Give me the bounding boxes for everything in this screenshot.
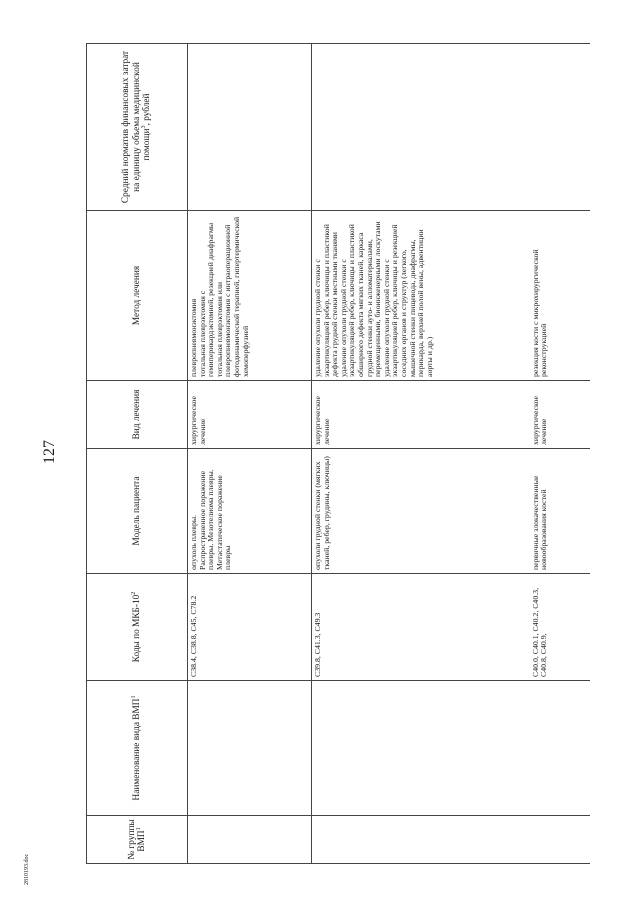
cell-avg-cost [188, 44, 312, 211]
header-group-no: № группы ВМП$^1$ [87, 816, 188, 864]
cell-vmp-name [530, 681, 590, 816]
header-patient-model: Модель пациента [87, 449, 188, 574]
cell-group-no [312, 816, 530, 864]
table-row [530, 44, 590, 864]
header-treatment-method: Метод лечения [87, 211, 188, 381]
cell-group-no [530, 816, 590, 864]
treatment-table [86, 43, 590, 864]
treatment-table-rotated [86, 44, 598, 864]
table-row [188, 44, 312, 864]
cell-methods [188, 211, 312, 381]
cell-type: хирургическое лечение [312, 381, 530, 449]
cell-vmp-name [312, 681, 530, 816]
cell-type: хирургическое лечение [530, 381, 590, 449]
cell-avg-cost [530, 44, 590, 211]
method-item: тотальная плеврэктомия с гемиперикардэктомией, резекцией диафрагмы [197, 222, 216, 377]
cell-model: опухоль плевры. Распространенное поражение плевры. Мезотелиома плевры. Метастатическое поражение плевры [188, 449, 312, 574]
method-item: удаление опухоли грудной стенки с экзартикуляцией ребер, ключицы и пластикой обширного дефекта мягких тканей, каркаса грудной стенки ауто- и алломатериалами, перемещенными, биоинженерными лоскутами [338, 221, 383, 377]
method-item: удаление опухоли грудной стенки с экзартикуляцией ребер, ключицы и пластикой дефекта грудной стенки местными тканями [313, 224, 340, 377]
cell-model: первичные злокачественные новообразования костей [530, 449, 590, 574]
cell-avg-cost [312, 44, 530, 211]
header-vmp-name: Наименование вида ВМП$^1$ [87, 681, 188, 816]
method-item: резекция кости с микрохирургической реконструкцией [530, 249, 549, 377]
cell-type: хирургическое лечение [188, 381, 312, 449]
cell-methods [312, 211, 530, 381]
method-item: удаление опухоли грудной стенки с экзартикуляцией ребер, ключицы и резекцией соседних органов и структур (легкого, мышечной стенки пищевода, диафрагмы, перикарда, верхней полой вены, адвентиции аорты и др.) [381, 224, 434, 377]
footer-filename: 2810193.doc [24, 853, 30, 885]
header-icd-codes: Коды по МКБ-$10^2$ [87, 574, 188, 681]
cell-icd: C38.4, C38.8, C45, C78.2 [188, 574, 312, 681]
header-avg-cost: Средний норматив финансовых затрат на единицу объема медицинской помощи$^3$, рублей [87, 44, 188, 211]
cell-icd: C39.8, C41.3, C49.3 [312, 574, 530, 681]
table-row [312, 44, 530, 864]
method-item: плевропневмонэктомия [189, 298, 198, 377]
method-item: тотальная плеврэктомия или плевропневмонэктомия с интраоперационной фотодинамической терапией, гипертермической хемоперфузией [214, 216, 250, 377]
cell-model: опухоли грудной стенки (мягких тканей, ребер, грудины, ключицы) [312, 449, 530, 574]
page-number: 127 [41, 440, 58, 464]
header-treatment-type: Вид лечения [87, 381, 188, 449]
cell-icd: C40.0, C40.1, C40.2, C40.3, C40.8, C40.9, [530, 574, 590, 681]
cell-methods [530, 211, 590, 381]
table-header-row [87, 44, 188, 864]
cell-group-no [188, 816, 312, 864]
cell-vmp-name [188, 681, 312, 816]
